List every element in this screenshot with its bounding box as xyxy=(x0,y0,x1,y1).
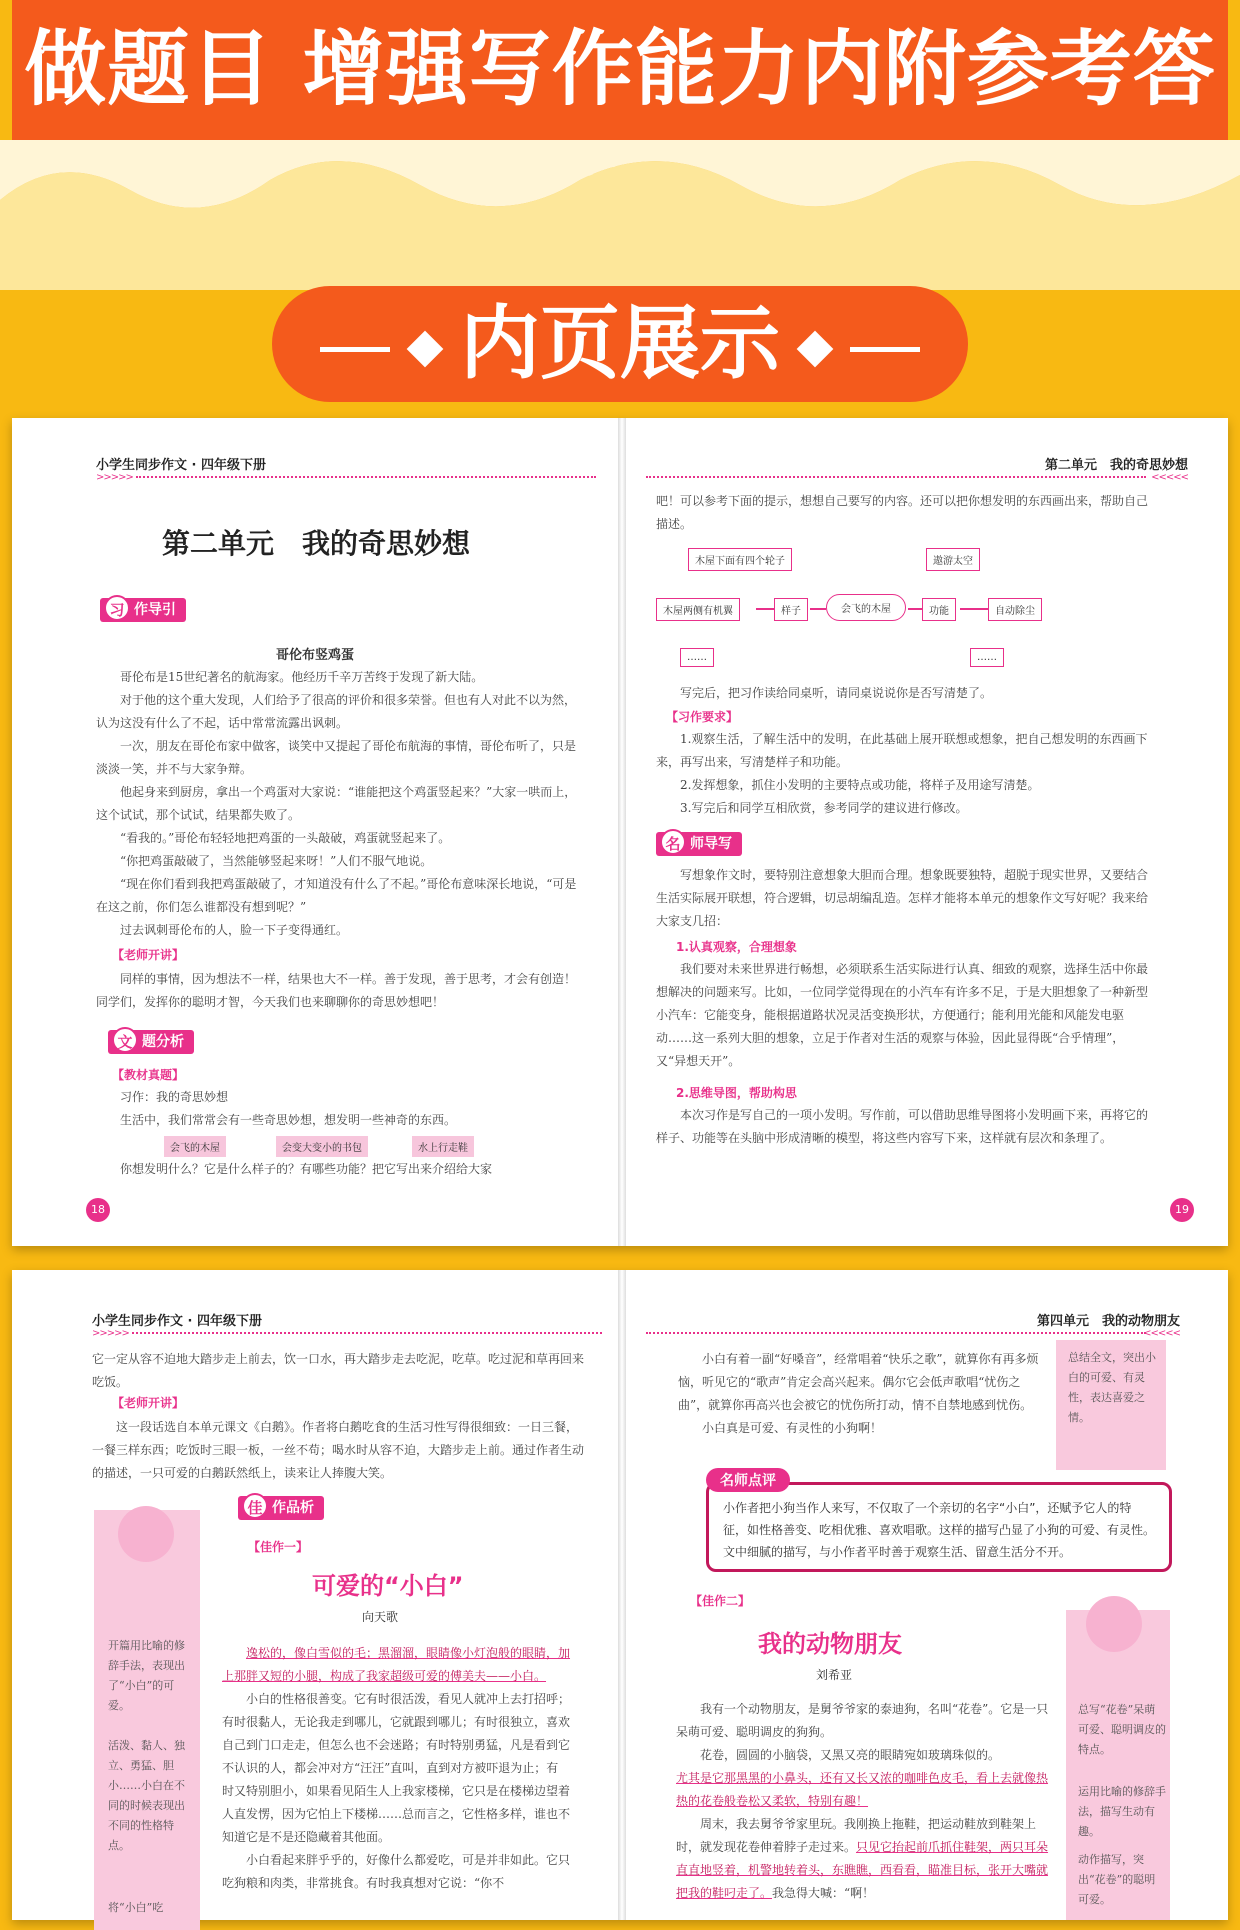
essay-paragraph: 花卷，圆圆的小脑袋，又黑又亮的眼睛宛如玻璃珠似的。 xyxy=(700,1748,1001,1762)
material-line: 习作：我的奇思妙想 xyxy=(120,1090,229,1104)
map-connector xyxy=(908,608,922,610)
story-paragraph: 他起身来到厨房，拿出一个鸡蛋对大家说：“谁能把这个鸡蛋竖起来？”大家一哄而上，这个试试，那个试试，结果都失败了。 xyxy=(96,785,577,822)
side-note: 活泼、黏人、独立、勇猛、胆小……小白在不同的时候表现出不同的性格特点。 xyxy=(108,1739,185,1852)
header-arrows: <<<<< xyxy=(1143,1328,1180,1339)
section-icon: 习 xyxy=(104,595,130,621)
conclusion-paragraph: 小白真是可爱、有灵性的小狗啊！ xyxy=(702,1421,883,1435)
tip2-label: 2.思维导图，帮助构思 xyxy=(676,1086,797,1100)
essay-body xyxy=(676,1698,1054,1905)
right-page xyxy=(626,1270,1228,1920)
side-note: 将“小白”吃 xyxy=(108,1901,164,1914)
essay-title: 我的动物朋友 xyxy=(758,1630,902,1658)
last-line xyxy=(96,1158,596,1181)
section-writing-guide xyxy=(100,598,186,622)
header-arrows: >>>>> xyxy=(96,472,133,483)
essay-author: 刘希亚 xyxy=(816,1668,853,1682)
map-node: …… xyxy=(970,648,1004,667)
tag-item: 水上行走鞋 xyxy=(412,1136,474,1157)
story-paragraph: 哥伦布是15世纪著名的航海家。他经历千辛万苦终于发现了新大陆。 xyxy=(120,670,484,684)
essay-tag: 【佳作一】 xyxy=(248,1540,309,1554)
section-teacher-guide xyxy=(656,832,742,856)
section-label: 题分析 xyxy=(142,1034,184,1050)
essay-tag: 【佳作二】 xyxy=(690,1594,751,1608)
page-number: 19 xyxy=(1170,1198,1194,1222)
section-label: 师导写 xyxy=(690,836,732,852)
book-fold xyxy=(618,418,626,1246)
side-note: 总写“花卷”呆萌可爱、聪明调皮的特点。 xyxy=(1078,1703,1166,1756)
requirement-item: 1.观察生活，了解生活中的发明，在此基础上展开联想或想象，把自己想发明的东西画下来，再写出来，写清楚样子和功能。 xyxy=(656,732,1148,769)
section-icon: 佳 xyxy=(242,1493,268,1519)
map-node: 功能 xyxy=(922,598,956,621)
guide-text xyxy=(656,864,1150,933)
essay-paragraph: 小白看起来胖乎乎的，好像什么都爱吃，可是并非如此。它只吃狗粮和肉类，非常挑食。有时我真想对它说：“你不 xyxy=(222,1853,571,1890)
tip1-label: 1.认真观察，合理想象 xyxy=(676,940,797,954)
section-icon: 文 xyxy=(112,1027,138,1053)
intro-paragraph: 它一定从容不迫地大踏步走上前去，饮一口水，再大踏步走去吃泥，吃草。吃过泥和草再回来吃饭。 xyxy=(92,1352,585,1389)
section-icon: 名 xyxy=(660,829,686,855)
teacher-text xyxy=(92,1416,586,1485)
side-note: 总结全文，突出小白的可爱、有灵性，表达喜爱之情。 xyxy=(1068,1351,1156,1424)
section-label: 作导引 xyxy=(134,602,176,618)
teacher-label: 【老师开讲】 xyxy=(112,1396,185,1410)
header-divider xyxy=(136,476,596,478)
intro-text xyxy=(92,1348,586,1394)
map-center: 会飞的木屋 xyxy=(826,594,906,621)
story-paragraph: “你把鸡蛋敲破了，当然能够竖起来呀！”人们不服气地说。 xyxy=(120,854,433,868)
essay-paragraph: 我有一个动物朋友，是舅爷爷家的泰迪狗，名叫“花卷”。它是一只呆萌可爱、聪明调皮的狗狗。 xyxy=(676,1702,1049,1739)
tip2-text xyxy=(656,1104,1150,1150)
wave-decoration xyxy=(0,140,1240,290)
teacher-comment-box xyxy=(706,1482,1172,1572)
essay-text: 我急得大喊：“啊！ xyxy=(772,1886,875,1900)
material-line: 生活中，我们常常会有一些奇思妙想，想发明一些神奇的东西。 xyxy=(120,1113,457,1127)
book-fold xyxy=(618,1270,626,1920)
teacher-text xyxy=(96,968,580,1014)
last-line-text: 你想发明什么？它是什么样子的？有哪些功能？把它写出来介绍给大家 xyxy=(120,1162,493,1176)
top-banner xyxy=(12,0,1228,140)
header-divider xyxy=(646,1332,1146,1334)
page-19 xyxy=(626,418,1228,1246)
map-connector xyxy=(810,608,826,610)
diamond-icon xyxy=(407,331,444,368)
comment-text: 小作者把小狗当作人来写，不仅取了一个亲切的名字“小白”，还赋予它人的特征，如性格善变、吃相优雅、喜欢唱歌。这样的描写凸显了小狗的可爱、有灵性。文中细腻的描写，与小作者平时善于观察生活、留意生活分不开。 xyxy=(723,1501,1156,1559)
teacher-label: 【老师开讲】 xyxy=(112,948,185,962)
pill-label: 内页展示 xyxy=(460,297,780,390)
book-spread-1 xyxy=(12,418,1228,1246)
underlined-sentence: 只见它抬起前爪抓住鞋架，两只耳朵直直地竖着，机警地转着头，东瞧瞧，西看看，瞄准目标，张开大嘴就把我的鞋叼走了。 xyxy=(676,1840,1049,1900)
section-work-analysis xyxy=(238,1496,324,1520)
story-paragraph: 过去讽刺哥伦布的人，脸一下子变得通红。 xyxy=(120,923,349,937)
material-label: 【教材真题】 xyxy=(112,1068,185,1082)
side-note-bar xyxy=(94,1510,200,1930)
page-header: 第二单元 我的奇思妙想 xyxy=(1044,458,1188,473)
tip1-paragraph: 我们要对未来世界进行畅想，必须联系生活实际进行认真、细致的观察，选择生活中你最想解决的问题来写。比如，一位同学觉得现在的小汽车有许多不足，于是大胆想象了一种新型小汽车：它能变身，能根据道路状况灵活变换形状，方便通行；能利用光能和风能发电驱动……这一系列大胆的想象，立足于作者对生活的观察与体验，因此显得既“合乎情理”，又“异想天开”。 xyxy=(656,962,1149,1068)
tip2-paragraph: 本次习作是写自己的一项小发明。写作前，可以借助思维导图将小发明画下来，再将它的样子、功能等在头脑中形成清晰的模型，将这些内容写下来，这样就有层次和条理了。 xyxy=(656,1108,1149,1145)
header-divider xyxy=(646,476,1146,478)
side-note: 运用比喻的修辞手法，描写生动有趣。 xyxy=(1078,1785,1166,1838)
story-paragraph: “现在你们看到我把鸡蛋敲破了，才知道没有什么了不起。”哥伦布意味深长地说，“可是在这之前，你们怎么谁都没有想到呢？” xyxy=(96,877,577,914)
essay-paragraph: 小白的性格很善变。它有时很活泼，看见人就冲上去打招呼；有时很黏人，无论我走到哪儿，它就跟到哪儿；有时很独立，喜欢自己到门口走走，但怎么也不会迷路；有时特别勇猛，凡是看到它不认识的人，都会冲对方“汪汪”直叫，直到对方被吓退为止；有时又特别胆小，如果看见陌生人上我家楼梯，它只是在楼梯边望着人直发愣，因为它怕上下楼梯……总而言之，它性格多样，谁也不知道它是不是还隐藏着其他面。 xyxy=(222,1692,571,1844)
section-pill xyxy=(272,286,968,402)
intro-paragraph: 小白有着一副“好嗓音”，经常唱着“快乐之歌”，就算你有再多烦恼，听见它的“歌声”肯定会高兴起来。偶尔它会低声歌唱“忧伤之曲”，就算你再高兴也会被它的忧伤所打动，情不自禁地感到忧伤。 xyxy=(678,1352,1039,1412)
intro-text xyxy=(656,490,1150,536)
essay-body xyxy=(222,1642,570,1895)
requirement-item: 3.写完后和同学互相欣赏，参考同学的建议进行修改。 xyxy=(680,801,968,815)
cartoon-cat-icon xyxy=(1086,1596,1142,1652)
teacher-paragraph: 同样的事情，因为想法不一样，结果也大不一样。善于发现，善于思考，才会有创造！同学们，发挥你的聪明才智，今天我们也来聊聊你的奇思妙想吧！ xyxy=(96,972,577,1009)
story-paragraph: “看我的。”哥伦布轻轻地把鸡蛋的一头敲破，鸡蛋就竖起来了。 xyxy=(120,831,451,845)
after-map-text xyxy=(656,682,1150,705)
section-topic-analysis xyxy=(108,1030,194,1054)
story-paragraph: 一次，朋友在哥伦布家中做客，谈笑中又提起了哥伦布航海的事情，哥伦布听了，只是淡淡一笑，并不与大家争辩。 xyxy=(96,739,577,776)
left-page xyxy=(12,1270,618,1920)
side-note: 动作描写，突出“花卷”的聪明可爱。 xyxy=(1078,1853,1156,1906)
after-map-paragraph: 写完后，把习作读给同桌听，请同桌说说你是否写清楚了。 xyxy=(680,686,993,700)
side-note: 开篇用比喻的修辞手法，表现出了“小白”的可爱。 xyxy=(108,1639,185,1712)
intro-text xyxy=(678,1348,1048,1440)
map-connector xyxy=(960,608,988,610)
diamond-icon xyxy=(797,331,834,368)
map-node: 自动除尘 xyxy=(988,598,1042,621)
page-18 xyxy=(12,418,618,1246)
story-title: 哥伦布竖鸡蛋 xyxy=(275,648,354,663)
story-paragraph: 对于他的这个重大发现，人们给予了很高的评价和很多荣誉。但也有人对此不以为然，认为这没有什么了不起，话中常常流露出讽刺。 xyxy=(96,693,577,730)
guide-paragraph: 写想象作文时，要特别注意想象大胆而合理。想象既要独特，超脱于现实世界，又要结合生活实际展开联想，符合逻辑，切忌胡编乱造。怎样才能将本单元的想象作文写好呢？我来给大家支几招： xyxy=(656,868,1149,928)
page-header: 第四单元 我的动物朋友 xyxy=(1036,1314,1180,1329)
map-node: 样子 xyxy=(774,598,808,621)
map-node: 木屋两侧有机翼 xyxy=(656,598,740,621)
essay-author: 向天歌 xyxy=(362,1610,399,1624)
pill-line-left xyxy=(320,347,390,352)
essay-paragraph xyxy=(676,1813,1054,1905)
book-spread-2 xyxy=(12,1270,1228,1920)
cartoon-cat-icon xyxy=(118,1506,174,1562)
material-text xyxy=(96,1086,580,1132)
header-arrows: <<<<< xyxy=(1151,472,1188,483)
header-arrows: >>>>> xyxy=(92,1328,129,1339)
tag-item: 会变大变小的书包 xyxy=(276,1136,368,1157)
essay-text: 周末，我去舅爷爷家里玩。我刚换上拖鞋，把运动鞋放到鞋架上时，就发现花卷伸着脖子走过来。 xyxy=(676,1817,1037,1854)
map-node: 遨游太空 xyxy=(926,548,980,571)
requirement-item: 2.发挥想象，抓住小发明的主要特点或功能，将样子及用途写清楚。 xyxy=(680,778,1040,792)
story-text xyxy=(96,666,580,942)
page-header: 小学生同步作文 · 四年级下册 xyxy=(96,458,266,473)
map-connector xyxy=(756,608,774,610)
underlined-sentence: 尤其是它那黑黑的小鼻头，还有又长又浓的咖啡色皮毛，看上去就像热热的花卷般卷松又柔软，特别有趣！ xyxy=(676,1771,1049,1808)
comment-tag: 名师点评 xyxy=(706,1468,790,1492)
banner-title: 做题目 增强写作能力内附参考答 xyxy=(24,22,1216,117)
underlined-sentence: 逸松的，像白雪似的毛；黑溜溜，眼睛像小灯泡般的眼睛，加上那胖又短的小腿，构成了我家超级可爱的傅美夫——小白。 xyxy=(222,1646,571,1683)
map-node: 木屋下面有四个轮子 xyxy=(688,548,792,571)
header-divider xyxy=(132,1332,602,1334)
requirements-list xyxy=(656,728,1150,820)
pill-line-right xyxy=(850,347,920,352)
unit-title: 第二单元 我的奇思妙想 xyxy=(162,527,471,560)
tip1-text xyxy=(656,958,1150,1073)
page-number: 18 xyxy=(86,1198,110,1222)
intro-paragraph: 吧！可以参考下面的提示，想想自己要写的内容。还可以把你想发明的东西画出来，帮助自己描述。 xyxy=(656,494,1149,531)
map-node: …… xyxy=(680,648,714,667)
teacher-paragraph: 这一段话选自本单元课文《白鹅》。作者将白鹅吃食的生活习性写得很细致：一日三餐，一餐三样东西；吃饭时三眼一板，一丝不苟；喝水时从容不迫，大踏步走上前。通过作者生动的描述，一只可爱的白鹅跃然纸上，读来让人捧腹大笑。 xyxy=(92,1420,585,1480)
page-header: 小学生同步作文 · 四年级下册 xyxy=(92,1314,262,1329)
essay-title: 可爱的“小白” xyxy=(312,1572,464,1600)
requirements-label: 【习作要求】 xyxy=(666,710,739,724)
tag-item: 会飞的木屋 xyxy=(164,1136,226,1157)
section-label: 作品析 xyxy=(272,1500,314,1516)
